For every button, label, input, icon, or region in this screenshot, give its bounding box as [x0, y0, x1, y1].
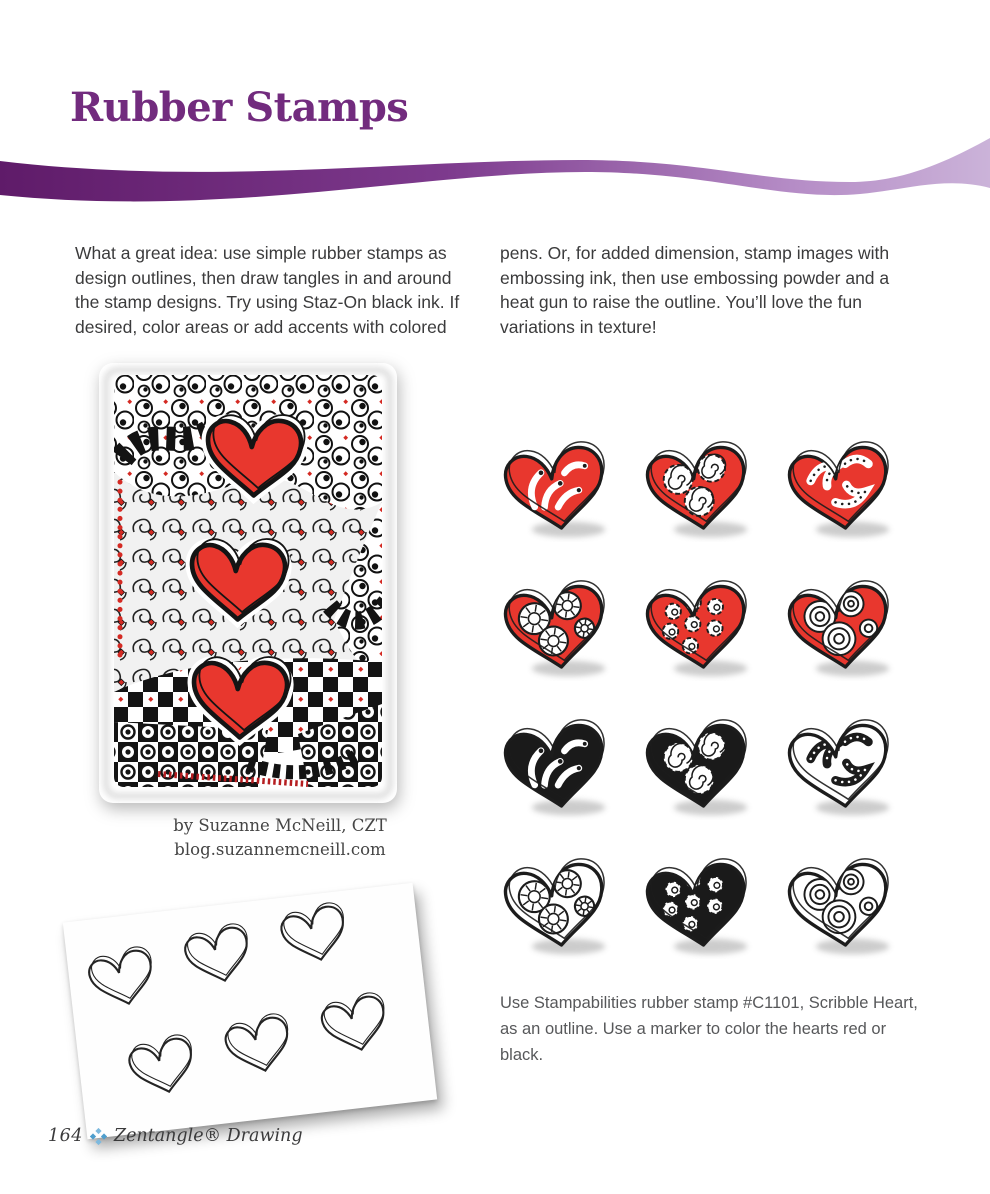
- stamp-heart-graphic: [779, 438, 905, 542]
- stamp-grid-caption: [500, 990, 920, 1068]
- stamp-heart-red-swirl-buttons: [629, 559, 771, 698]
- caption-line-2: as an outline. Use a marker to color the hearts red or black.: [500, 1020, 887, 1064]
- stamp-heart-graphic: [495, 438, 621, 542]
- stamp-heart-red-dotted-curls: [771, 420, 913, 559]
- stamp-heart-black-swirl-buttons: [629, 837, 771, 976]
- stamp-heart-white-spoked-wheels: [487, 837, 629, 976]
- stamp-heart-graphic: [637, 855, 763, 959]
- stamp-heart-graphic: [637, 438, 763, 542]
- zentangle-artwork-graphic: [98, 362, 398, 804]
- credit-author: by Suzanne McNeill, CZT: [173, 816, 387, 835]
- page-footer: [48, 1126, 303, 1146]
- scribble-heart-card: [63, 883, 437, 1139]
- intro-paragraph-left: What a great idea: use simple rubber stamps as design outlines, then draw tangles in and around the stamp designs. Try using Staz-On black ink. If desired, color areas or add accents with colored: [75, 243, 460, 337]
- stamp-heart-grid: [487, 420, 913, 976]
- stamp-heart-white-ring-clusters: [771, 837, 913, 976]
- stamp-heart-black-feather-flourish: [487, 698, 629, 837]
- stamp-heart-graphic: [637, 716, 763, 820]
- caption-line-1: Use Stampabilities rubber stamp #C1101, Scribble Heart,: [500, 994, 918, 1012]
- stamp-heart-graphic: [495, 577, 621, 681]
- scribble-hearts-graphic: [63, 883, 437, 1139]
- purple-wave-ribbon: [0, 138, 990, 223]
- stamp-heart-graphic: [495, 716, 621, 820]
- stamp-heart-graphic: [637, 577, 763, 681]
- stamp-heart-red-spiral-shells: [629, 420, 771, 559]
- zentangle-hearts-artwork: [98, 362, 398, 804]
- stamp-heart-graphic: [779, 716, 905, 820]
- book-title: Zentangle® Drawing: [113, 1126, 303, 1146]
- page-title: Rubber Stamps: [70, 84, 409, 131]
- artwork-credit: [130, 814, 430, 862]
- credit-blog: blog.suzannemcneill.com: [174, 840, 386, 859]
- stamp-heart-graphic: [495, 855, 621, 959]
- intro-paragraph-right: pens. Or, for added dimension, stamp images with embossing ink, then use embossing powder and a heat gun to raise the outline. You’ll love the fun variations in texture!: [500, 243, 890, 337]
- stamp-heart-red-spoked-wheels: [487, 559, 629, 698]
- stamp-heart-white-dotted-curls: [771, 698, 913, 837]
- stamp-heart-black-spiral-shells: [629, 698, 771, 837]
- quilt-diamond-icon: [90, 1128, 107, 1145]
- stamp-heart-red-feather-flourish: [487, 420, 629, 559]
- stamp-heart-graphic: [779, 577, 905, 681]
- stamp-heart-red-ring-clusters: [771, 559, 913, 698]
- page-number: 164: [48, 1126, 83, 1146]
- stamp-heart-graphic: [779, 855, 905, 959]
